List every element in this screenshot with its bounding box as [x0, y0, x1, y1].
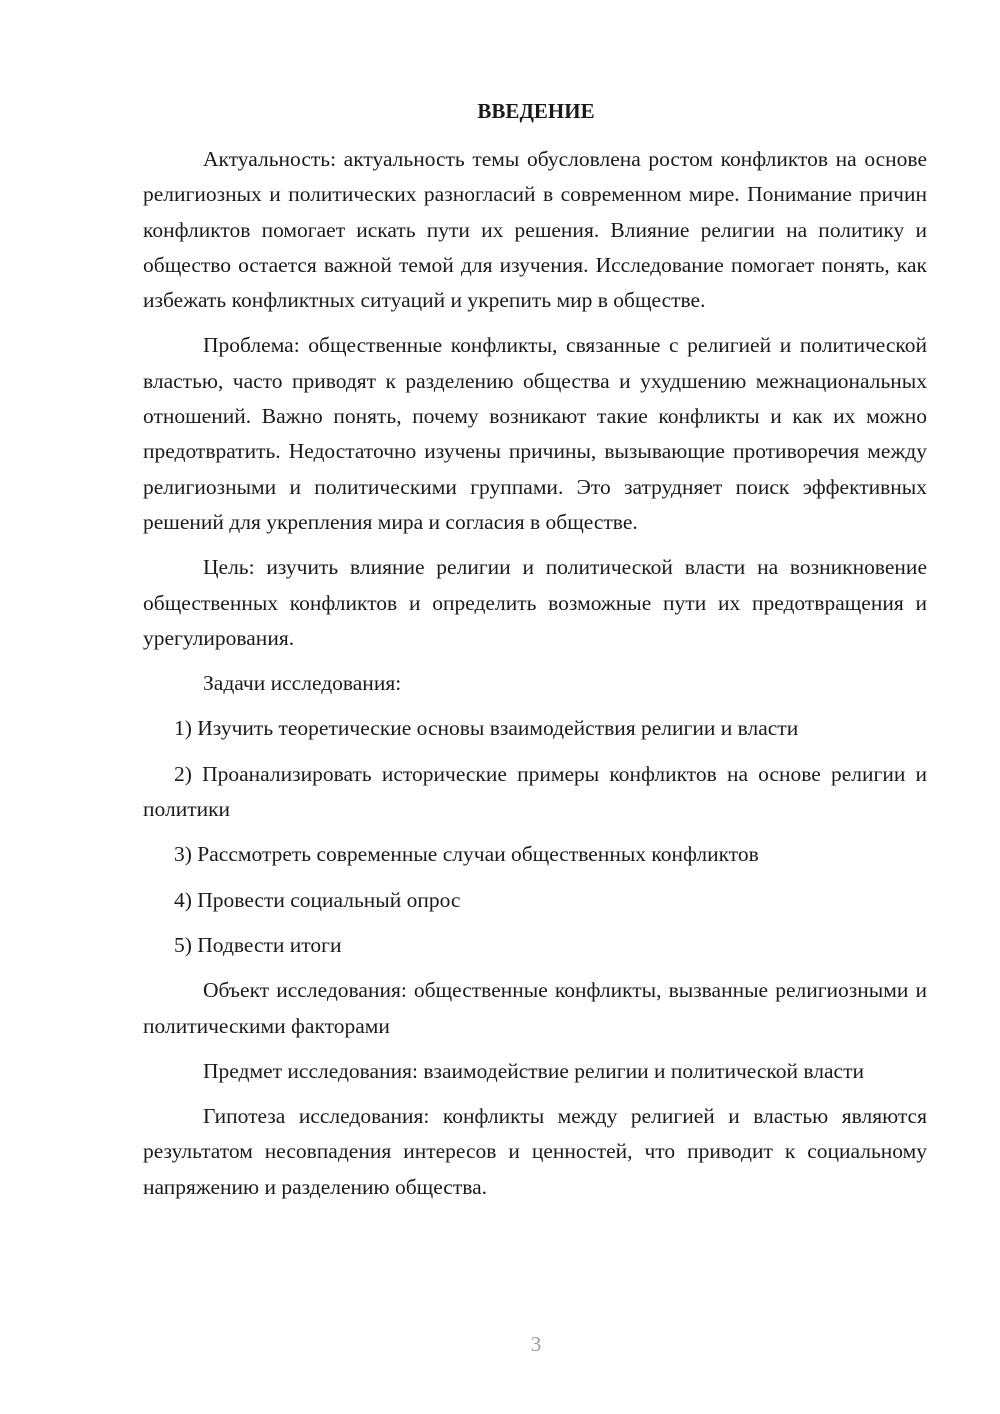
task-item-1: 1) Изучить теоретические основы взаимодействия религии и власти [174, 716, 799, 741]
tasks-heading: Задачи исследования: [203, 671, 402, 696]
paragraph-problem: Проблема: общественные конфликты, связанные с религией и политической властью, часто приводят к разделению общества и ухудшению межнациональных отношений. Важно понять, почему возникают такие конфликты и как их можно предотвратить. Недостаточно изучены причины, вызывающие противоречия между религиозными и политическими группами. Это затрудняет поиск эффективных решений для укрепления мира и согласия в обществе. [143, 333, 927, 534]
page-content [143, 96, 927, 1215]
task-item-2: 2) Проанализировать исторические примеры конфликтов на основе религии и политики [143, 761, 927, 822]
paragraph-subject: Предмет исследования: взаимодействие религии и политической власти [203, 1058, 864, 1083]
task-item-4: 4) Провести социальный опрос [174, 887, 461, 912]
task-item-5: 5) Подвести итоги [174, 932, 342, 957]
section-title: ВВЕДЕНИЕ [477, 99, 595, 123]
paragraph-relevance: Актуальность: актуальность темы обусловлена ростом конфликтов на основе религиозных и политических разногласий в современном мире. Понимание причин конфликтов помогает искать пути их решения. Влияние религии на политику и общество остается важной темой для изучения. Исследование помогает понять, как избежать конфликтных ситуаций и укрепить мир в обществе. [143, 147, 927, 313]
page-number: 3 [530, 1332, 542, 1356]
task-item-3: 3) Рассмотреть современные случаи общественных конфликтов [174, 842, 759, 867]
paragraph-object: Объект исследования: общественные конфликты, вызванные религиозными и политическими факторами [143, 978, 927, 1038]
paragraph-goal: Цель: изучить влияние религии и политической власти на возникновение общественных конфликтов и определить возможные пути их предотвращения и урегулирования. [143, 555, 927, 650]
paragraph-hypothesis: Гипотеза исследования: конфликты между религией и властью являются результатом несовпадения интересов и ценностей, что приводит к социальному напряжению и разделению общества. [143, 1104, 927, 1199]
